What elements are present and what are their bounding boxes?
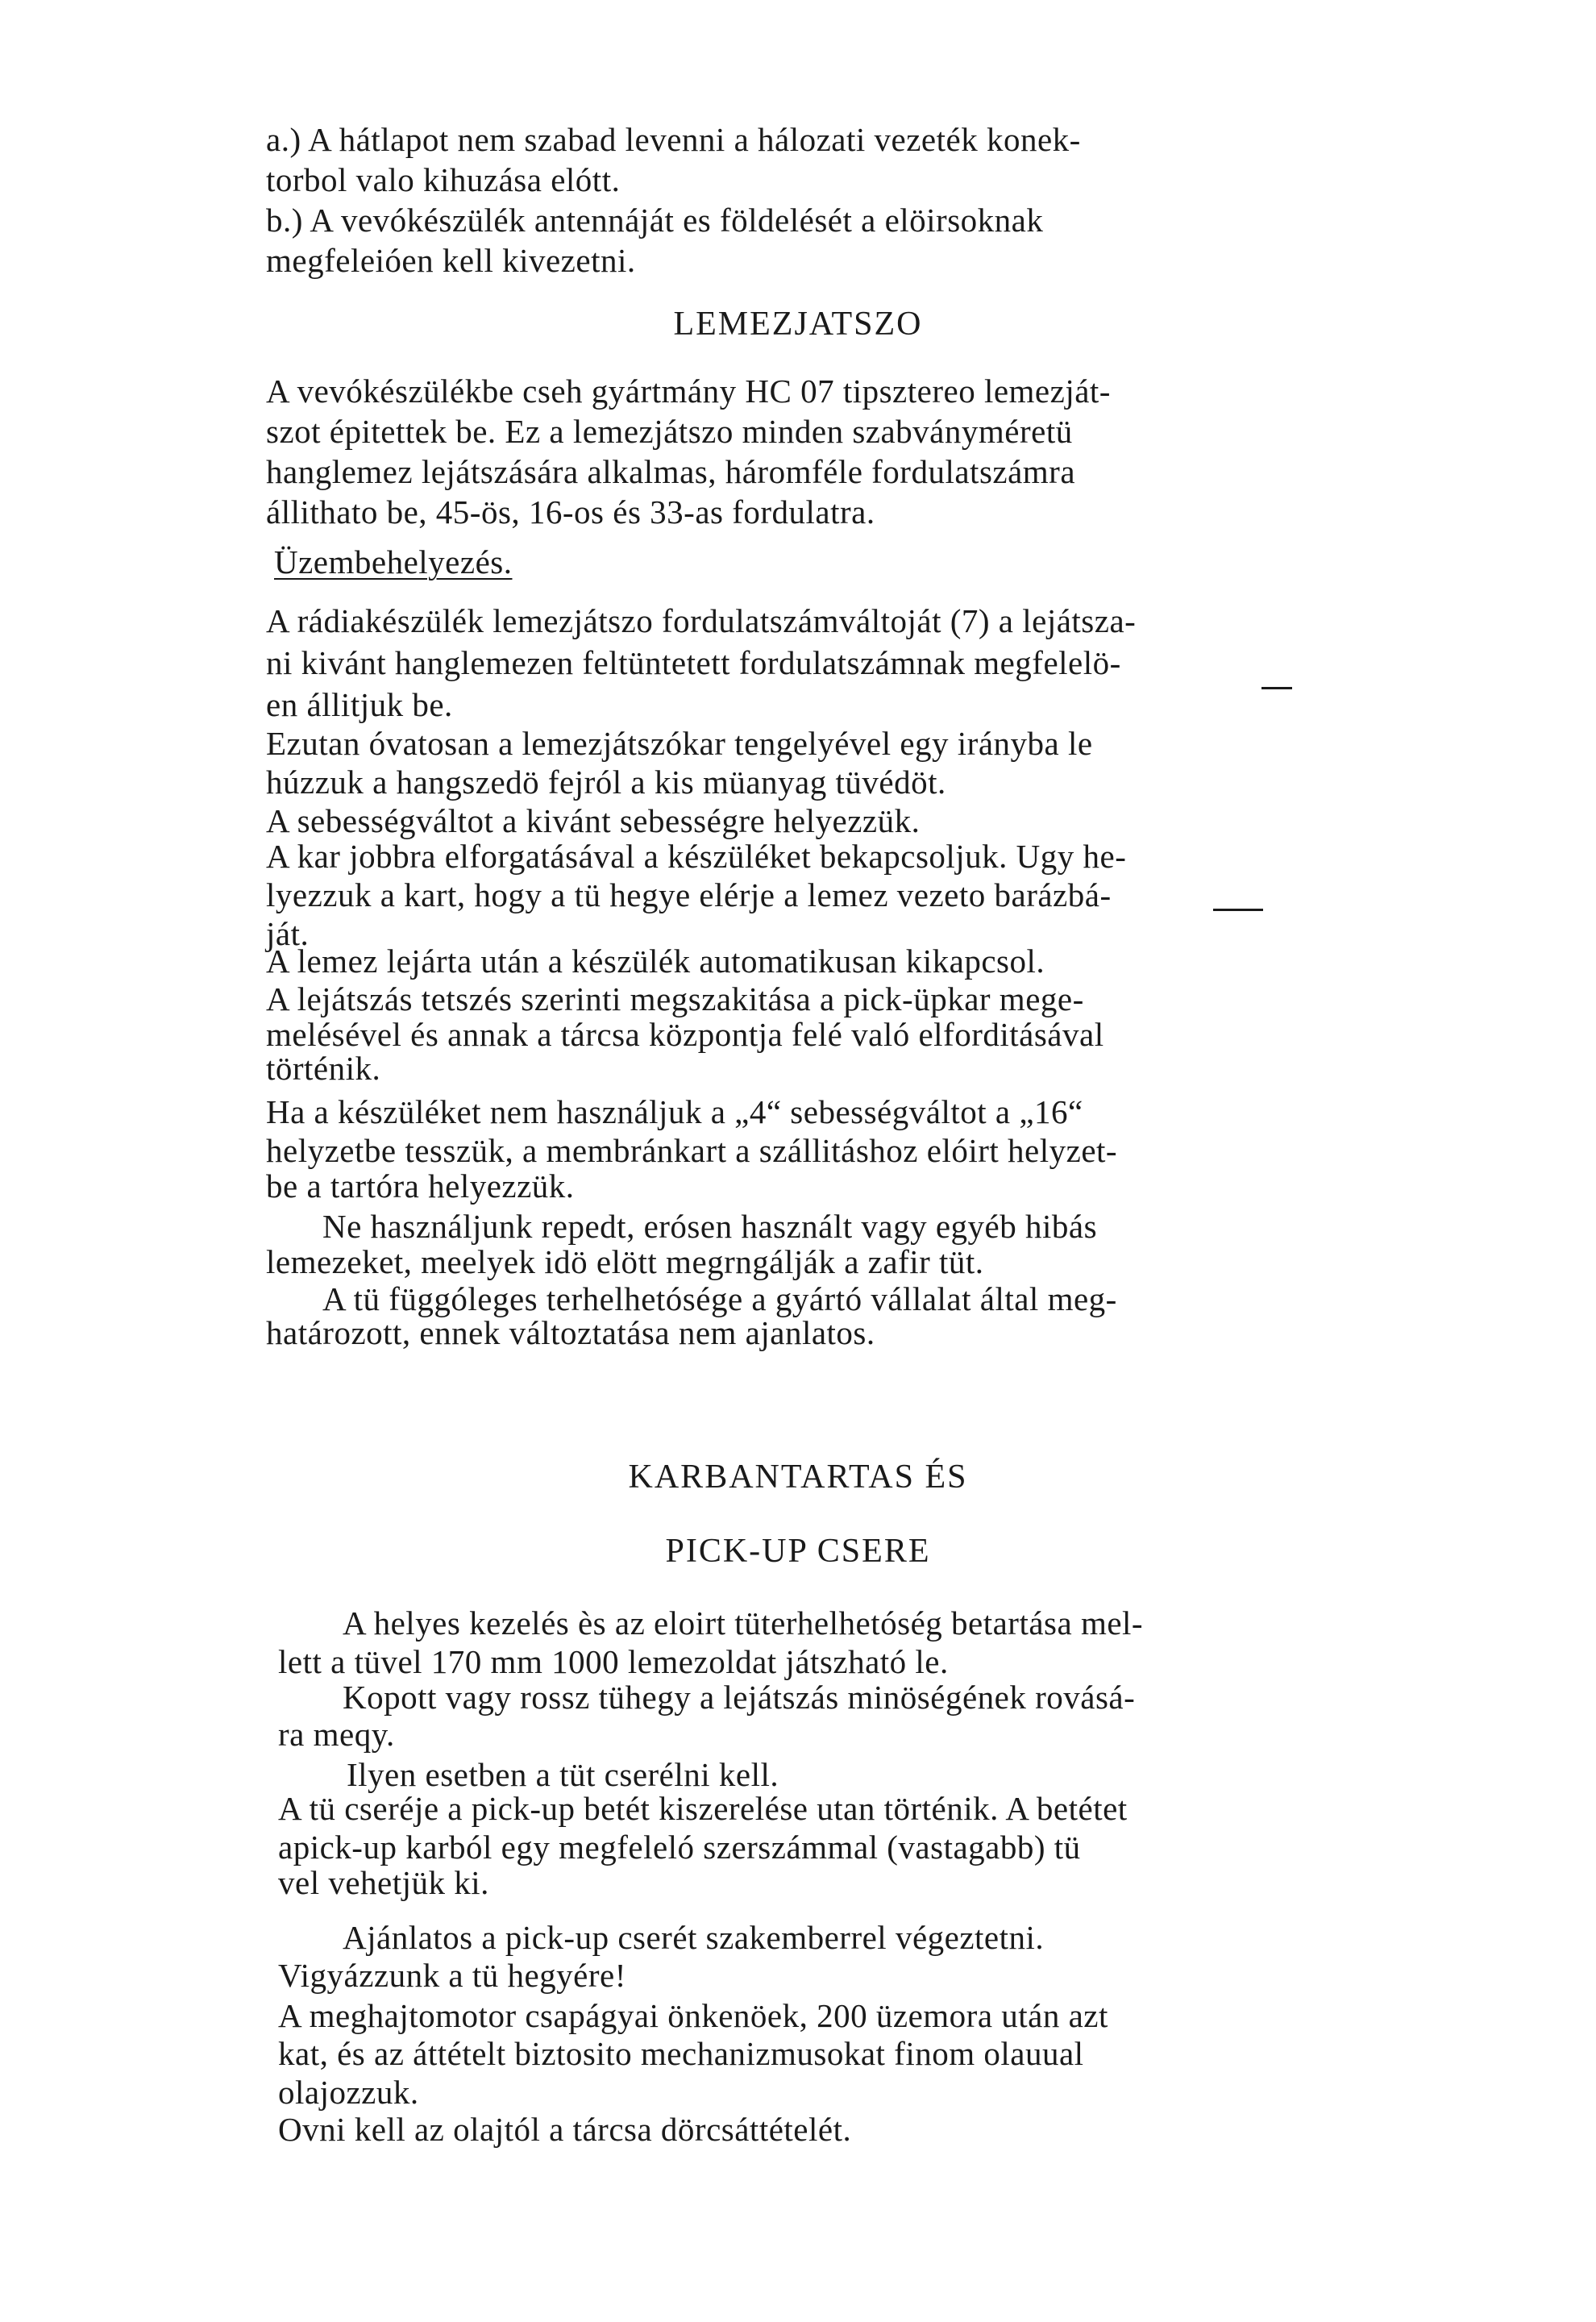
text-line: A lemez lejárta után a készülék automatikusan kikapcsol.: [266, 943, 1045, 980]
text-line: A lejátszás tetszés szerinti megszakitása a pick-üpkar mege-: [266, 980, 1084, 1017]
text-line: melésével és annak a tárcsa központja felé való elforditásával: [266, 1016, 1104, 1053]
margin-dash-mark: [1213, 909, 1263, 911]
text-line: A tü cseréje a pick-up betét kiszerelése utan történik. A betétet: [278, 1790, 1128, 1827]
text-line: A vevókészülékbe cseh gyártmány HC 07 tipsztereo lemezját-: [266, 372, 1111, 410]
text-line: a.) A hátlapot nem szabad levenni a hálozati vezeték konek-: [266, 121, 1081, 158]
text-line: A kar jobbra elforgatásával a készüléket bekapcsoljuk. Ugy he-: [266, 838, 1127, 875]
text-line: Kopott vagy rossz tühegy a lejátszás minöségének rovásá-: [343, 1679, 1136, 1716]
section-heading-lemezjatszo: LEMEZJATSZO: [673, 306, 923, 343]
text-line: b.) A vevókészülék antennáját es földelését a elöirsoknak: [266, 202, 1044, 239]
text-line: Vigyázzunk a tü hegyére!: [278, 1957, 626, 1994]
text-line: ni kivánt hanglemezen feltüntetett fordulatszámnak megfelelö-: [266, 644, 1121, 681]
text-line: lett a tüvel 170 mm 1000 lemezoldat játszható le.: [278, 1643, 949, 1680]
text-line: húzzuk a hangszedö fejról a kis müanyag tüvédöt.: [266, 764, 946, 801]
text-line: Ne használjunk repedt, erósen használt vagy egyéb hibás: [322, 1208, 1098, 1245]
text-line: szot épitettek be. Ez a lemezjátszo minden szabványméretü: [266, 413, 1073, 450]
text-line: Ilyen esetben a tüt cserélni kell.: [347, 1756, 779, 1793]
text-line: ra meqy.: [278, 1716, 395, 1753]
text-line: A helyes kezelés ès az eloirt tüterhelhetóség betartása mel-: [343, 1604, 1144, 1642]
text-line: helyzetbe tesszük, a membránkart a szállitáshoz elóirt helyzet-: [266, 1132, 1118, 1169]
text-line: A tü függóleges terhelhetósége a gyártó vállalat által meg-: [322, 1280, 1117, 1317]
text-line: kat, és az áttételt biztosito mechanizmusokat finom olauual: [278, 2035, 1084, 2072]
text-line: állithato be, 45-ös, 16-os és 33-as fordulatra.: [266, 493, 875, 531]
text-line: lemezeket, meelyek idö elött megrngálják a zafir tüt.: [266, 1243, 984, 1280]
text-line: ját.: [266, 915, 310, 952]
subheading-uzembehelyezes: Üzembehelyezés.: [274, 543, 513, 580]
text-line: határozott, ennek változtatása nem ajanlatos.: [266, 1314, 875, 1351]
text-line: vel vehetjük ki.: [278, 1864, 489, 1901]
text-line: olajozzuk.: [278, 2074, 419, 2111]
section-heading-pickup-csere: PICK-UP CSERE: [665, 1533, 931, 1570]
text-line: Ezutan óvatosan a lemezjátszókar tengelyével egy irányba le: [266, 725, 1093, 762]
margin-dash-mark: [1261, 687, 1292, 689]
text-line: hanglemez lejátszására alkalmas, háromféle fordulatszámra: [266, 453, 1076, 490]
text-line: A rádiakészülék lemezjátszo fordulatszámváltoját (7) a lejátsza-: [266, 602, 1137, 639]
text-line: történik.: [266, 1050, 381, 1087]
text-line: Ovni kell az olajtól a tárcsa dörcsáttételét.: [278, 2111, 852, 2148]
text-line: Ha a készüléket nem használjuk a „4“ sebességváltot a „16“: [266, 1093, 1083, 1130]
text-line: be a tartóra helyezzük.: [266, 1167, 575, 1205]
text-line: A meghajtomotor csapágyai önkenöek, 200 üzemora után azt: [278, 1997, 1108, 2034]
text-line: apick-up karból egy megfeleló szerszámmal (vastagabb) tü: [278, 1829, 1081, 1866]
text-line: lyezzuk a kart, hogy a tü hegye elérje a lemez vezeto barázbá-: [266, 876, 1112, 913]
text-line: A sebességváltot a kivánt sebességre helyezzük.: [266, 802, 921, 839]
section-heading-karbantartas: KARBANTARTAS ÉS: [628, 1459, 968, 1496]
text-line: megfeleióen kell kivezetni.: [266, 242, 636, 279]
text-line: torbol valo kihuzása elótt.: [266, 161, 621, 198]
text-line: en állitjuk be.: [266, 686, 453, 723]
text-line: Ajánlatos a pick-up cserét szakemberrel végeztetni.: [343, 1919, 1045, 1956]
